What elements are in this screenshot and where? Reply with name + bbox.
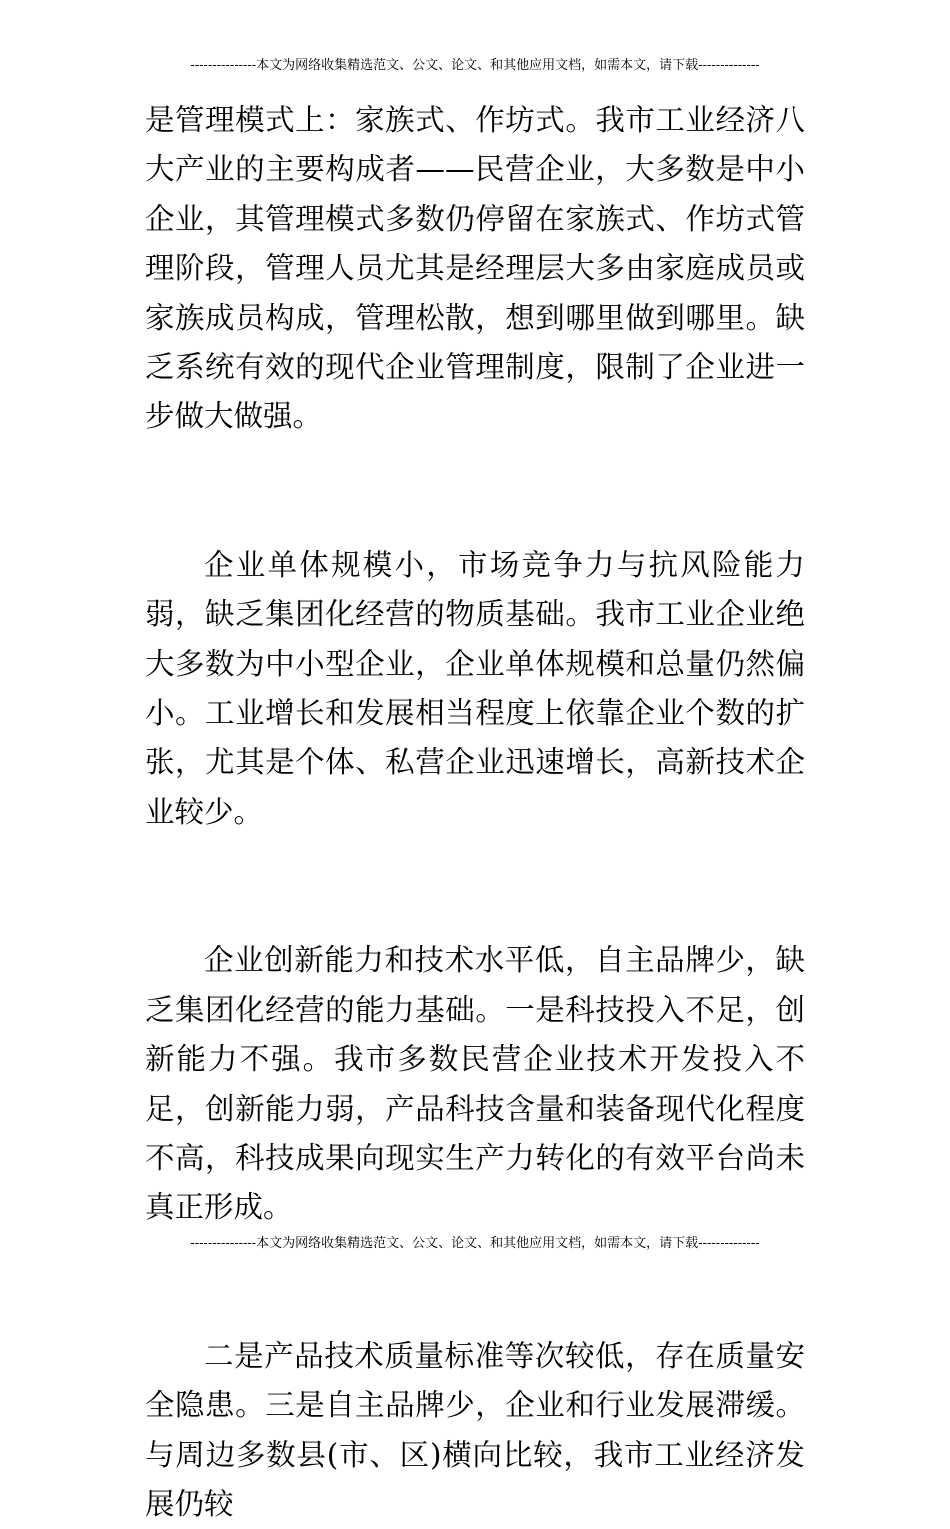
paragraph-1: 是管理模式上：家族式、作坊式。我市工业经济八大产业的主要构成者——民营企业，大多数是中小企业，其管理模式多数仍停留在家族式、作坊式管理阶段，管理人员尤其是经理层大多由家庭成员或家族成员构成，管理松散，想到哪里做到哪里。缺乏系统有效的现代企业管理制度，限制了企业进一步做大做强。 xyxy=(145,103,805,434)
paragraph-gap xyxy=(145,442,805,541)
paragraph-2: 企业单体规模小，市场竞争力与抗风险能力弱，缺乏集团化经营的物质基础。我市工业企业绝大多数为中小型企业，企业单体规模和总量仍然偏小。工业增长和发展相当程度上依靠企业个数的扩张，尤其是个体、私营企业迅速增长，高新技术企业较少。 xyxy=(145,547,805,829)
header-note: ---------------本文为网络收集精选范文、公文、论文、和其他应用文档，如需本文，请下载-------------- xyxy=(190,58,760,73)
footer-note: ---------------本文为网络收集精选范文、公文、论文、和其他应用文档，如需本文，请下载-------------- xyxy=(190,1236,760,1251)
document-body xyxy=(145,96,805,1529)
paragraph-4: 二是产品技术质量标准等次较低，存在质量安全隐患。三是自主品牌少，企业和行业发展滞缓。与周边多数县(市、区)横向比较，我市工业经济发展仍较 xyxy=(145,1338,805,1521)
paragraph-3: 企业创新能力和技术水平低，自主品牌少，缺乏集团化经营的能力基础。一是科技投入不足，创新能力不强。我市多数民营企业技术开发投入不足，创新能力弱，产品科技含量和装备现代化程度不高，科技成果向现实生产力转化的有效平台尚未真正形成。 xyxy=(145,943,805,1225)
paragraph-gap xyxy=(145,837,805,936)
